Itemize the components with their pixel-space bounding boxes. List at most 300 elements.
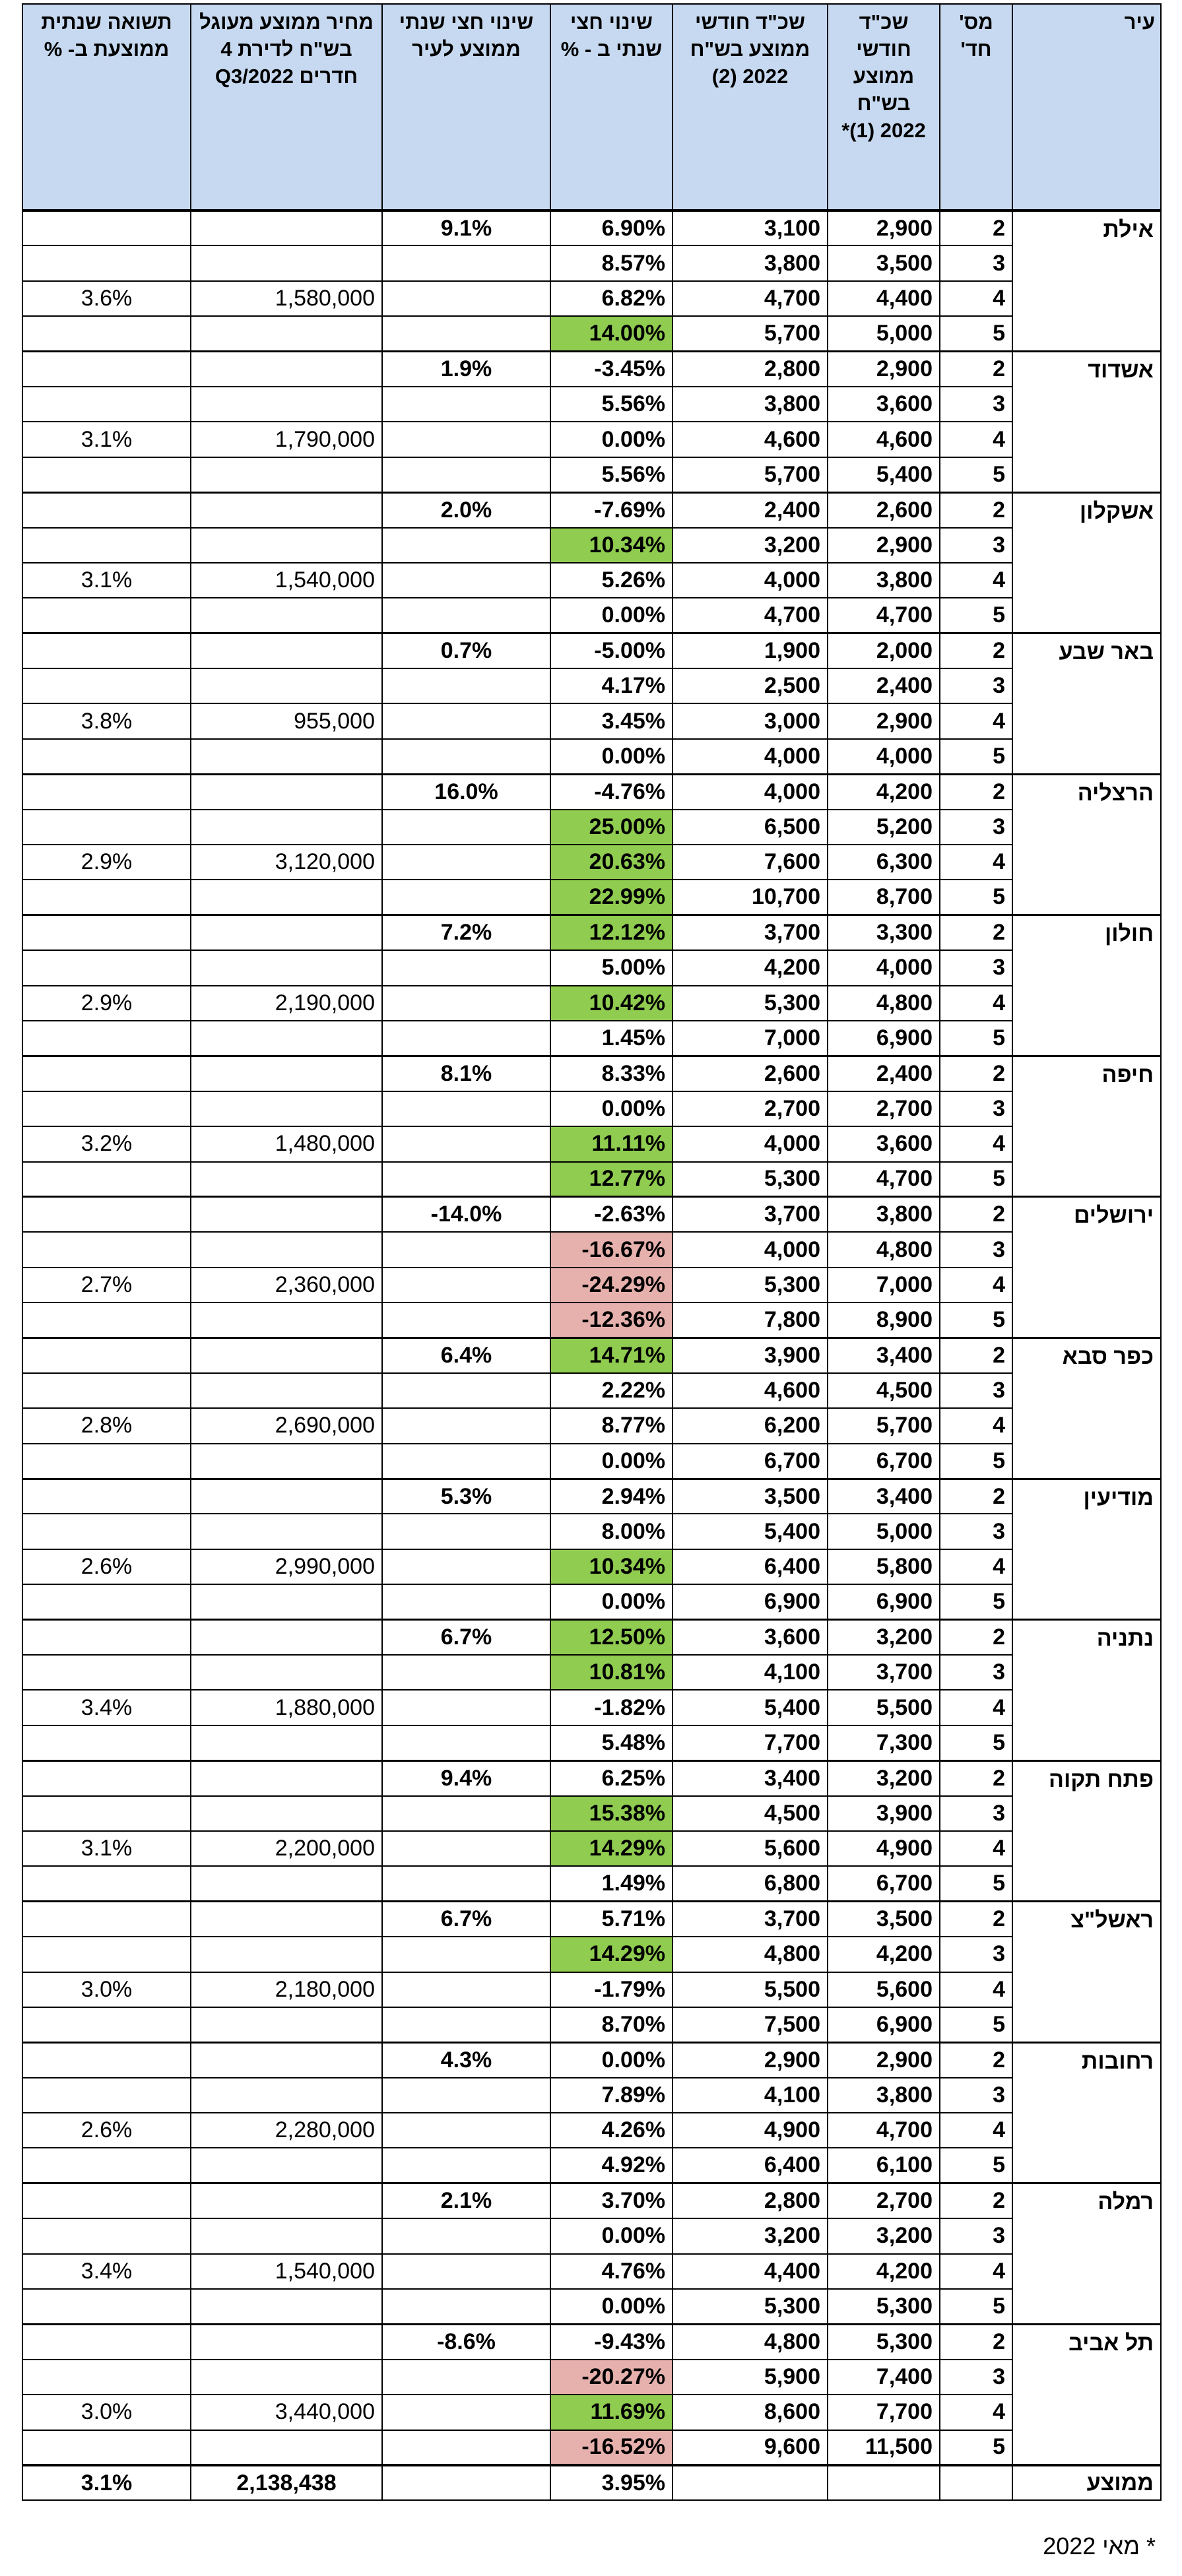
change-cell: 10.34% — [550, 528, 673, 563]
change-cell: -9.43% — [550, 2324, 673, 2359]
avg-price-cell — [191, 2183, 382, 2218]
change-cell: 8.70% — [550, 2007, 673, 2042]
annual-yield-cell: 3.2% — [22, 1126, 191, 1161]
rent-a-cell: 3,200 — [828, 1760, 940, 1795]
rooms-cell: 2 — [940, 774, 1012, 809]
average-label: ממוצע — [1012, 2465, 1161, 2500]
city-change-cell: -14.0% — [382, 1197, 550, 1232]
avg-price-cell: 3,440,000 — [191, 2395, 382, 2430]
rent-b-cell: 6,400 — [673, 1549, 828, 1584]
header-rent-2022: שכ"ד חודשי ממוצע בש"ח 2022 (1)* — [828, 4, 940, 210]
rent-b-cell: 1,900 — [673, 633, 828, 668]
rent-a-cell: 7,000 — [828, 1268, 940, 1303]
rent-a-cell: 4,700 — [828, 1162, 940, 1197]
change-cell: -12.36% — [550, 1303, 673, 1337]
table-row — [22, 703, 1161, 738]
rooms-cell: 5 — [940, 2289, 1012, 2324]
table-row — [22, 950, 1161, 985]
rent-b-cell: 3,400 — [673, 1760, 828, 1795]
annual-yield-cell — [22, 1902, 191, 1937]
rent-a-cell: 3,800 — [828, 563, 940, 598]
avg-price-cell — [191, 1197, 382, 1232]
rooms-cell: 5 — [940, 1444, 1012, 1479]
change-cell: 8.33% — [550, 1056, 673, 1091]
annual-yield-cell: 2.6% — [22, 1549, 191, 1584]
city-change-cell — [382, 1268, 550, 1303]
city-change-cell: 6.7% — [382, 1902, 550, 1937]
rent-a-cell: 4,000 — [828, 739, 940, 774]
annual-yield-cell — [22, 1091, 191, 1126]
annual-yield-cell — [22, 774, 191, 809]
annual-yield-cell — [22, 245, 191, 280]
annual-yield-cell: 3.0% — [22, 2395, 191, 2430]
avg-price-cell — [191, 1232, 382, 1267]
annual-yield-cell — [22, 739, 191, 774]
avg-price-cell — [191, 457, 382, 492]
avg-price-cell — [191, 1303, 382, 1337]
change-cell: 5.56% — [550, 457, 673, 492]
change-cell: -3.45% — [550, 352, 673, 387]
avg-price-cell — [191, 1796, 382, 1831]
rent-b-cell: 4,700 — [673, 598, 828, 633]
avg-price-cell — [191, 1338, 382, 1373]
annual-yield-cell — [22, 1796, 191, 1831]
table-row — [22, 915, 1161, 950]
rent-b-cell: 6,400 — [673, 2148, 828, 2183]
rent-a-cell: 4,700 — [828, 2113, 940, 2148]
rent-b-cell: 3,100 — [673, 210, 828, 245]
annual-yield-cell: 3.0% — [22, 1972, 191, 2007]
city-change-cell — [382, 2113, 550, 2148]
annual-yield-cell — [22, 2360, 191, 2395]
table-row — [22, 281, 1161, 316]
change-cell: 22.99% — [550, 880, 673, 915]
table-row — [22, 1620, 1161, 1655]
city-change-cell — [382, 1584, 550, 1619]
avg-price-cell — [191, 668, 382, 703]
city-change-cell — [382, 1514, 550, 1549]
avg-price-cell — [191, 1620, 382, 1655]
rent-a-cell: 2,600 — [828, 492, 940, 527]
rooms-cell: 3 — [940, 668, 1012, 703]
rooms-cell: 4 — [940, 281, 1012, 316]
annual-yield-cell — [22, 810, 191, 845]
rent-b-cell: 4,100 — [673, 2078, 828, 2113]
rent-b-cell: 4,700 — [673, 281, 828, 316]
rooms-cell: 5 — [940, 316, 1012, 351]
city-change-cell — [382, 810, 550, 845]
change-cell: 0.00% — [550, 2218, 673, 2253]
table-row — [22, 2218, 1161, 2253]
avg-price-cell — [191, 2430, 382, 2465]
change-cell: 3.45% — [550, 703, 673, 738]
rent-a-cell: 4,600 — [828, 422, 940, 457]
average-empty-cell — [673, 2465, 828, 2500]
city-change-cell — [382, 2430, 550, 2465]
city-change-cell — [382, 1021, 550, 1056]
annual-yield-cell — [22, 598, 191, 633]
change-cell: 0.00% — [550, 1091, 673, 1126]
rooms-cell: 2 — [940, 1760, 1012, 1795]
rent-a-cell: 8,900 — [828, 1303, 940, 1337]
rooms-cell: 4 — [940, 1549, 1012, 1584]
table-row — [22, 1408, 1161, 1443]
avg-price-cell — [191, 950, 382, 985]
table-row — [22, 492, 1161, 527]
change-cell: -4.76% — [550, 774, 673, 809]
rooms-cell: 2 — [940, 1902, 1012, 1937]
annual-yield-cell — [22, 1937, 191, 1972]
rent-a-cell: 8,700 — [828, 880, 940, 915]
table-row — [22, 563, 1161, 598]
city-change-cell — [382, 316, 550, 351]
rent-b-cell: 2,400 — [673, 492, 828, 527]
rooms-cell: 2 — [940, 1197, 1012, 1232]
avg-price-cell — [191, 739, 382, 774]
city-change-cell: 16.0% — [382, 774, 550, 809]
table-row — [22, 1549, 1161, 1584]
rent-b-cell: 4,600 — [673, 1373, 828, 1408]
city-name-cell: מודיעין — [1012, 1479, 1161, 1620]
rent-b-cell: 2,800 — [673, 352, 828, 387]
table-row — [22, 1091, 1161, 1126]
change-cell: 4.17% — [550, 668, 673, 703]
rent-a-cell: 2,000 — [828, 633, 940, 668]
rent-b-cell: 3,800 — [673, 245, 828, 280]
rent-a-cell: 2,900 — [828, 210, 940, 245]
avg-price-cell — [191, 2007, 382, 2042]
rent-a-cell: 6,900 — [828, 2007, 940, 2042]
annual-yield-cell — [22, 633, 191, 668]
annual-yield-cell — [22, 2078, 191, 2113]
rent-b-cell: 4,000 — [673, 774, 828, 809]
city-name-cell: חולון — [1012, 915, 1161, 1056]
city-change-cell — [382, 387, 550, 422]
change-cell: 8.77% — [550, 1408, 673, 1443]
rent-b-cell: 3,200 — [673, 528, 828, 563]
change-cell: -5.00% — [550, 633, 673, 668]
table-row — [22, 633, 1161, 668]
rooms-cell: 5 — [940, 1162, 1012, 1197]
rent-a-cell: 2,900 — [828, 528, 940, 563]
rent-a-cell: 5,200 — [828, 810, 940, 845]
avg-price-cell: 2,190,000 — [191, 986, 382, 1021]
table-row — [22, 1021, 1161, 1056]
annual-yield-cell — [22, 2430, 191, 2465]
city-change-cell — [382, 2007, 550, 2042]
rooms-cell: 4 — [940, 1831, 1012, 1866]
avg-price-cell: 3,120,000 — [191, 845, 382, 880]
annual-yield-cell: 3.6% — [22, 281, 191, 316]
avg-price-cell — [191, 2324, 382, 2359]
city-change-cell: 2.1% — [382, 2183, 550, 2218]
table-row — [22, 1444, 1161, 1479]
change-cell: 8.57% — [550, 245, 673, 280]
change-cell: 10.42% — [550, 986, 673, 1021]
city-change-cell: -8.6% — [382, 2324, 550, 2359]
rooms-cell: 4 — [940, 1408, 1012, 1443]
change-cell: 14.71% — [550, 1338, 673, 1373]
avg-price-cell — [191, 210, 382, 245]
header-row — [22, 4, 1161, 210]
change-cell: 4.92% — [550, 2148, 673, 2183]
rent-b-cell: 5,700 — [673, 457, 828, 492]
table-row — [22, 1232, 1161, 1267]
rent-a-cell: 4,000 — [828, 950, 940, 985]
rent-b-cell: 3,900 — [673, 1338, 828, 1373]
table-row — [22, 1056, 1161, 1091]
city-change-cell — [382, 950, 550, 985]
table-row — [22, 1584, 1161, 1619]
annual-yield-cell: 3.1% — [22, 422, 191, 457]
rooms-cell: 3 — [940, 2078, 1012, 2113]
change-cell: 2.94% — [550, 1479, 673, 1514]
rent-b-cell: 5,700 — [673, 316, 828, 351]
rent-a-cell: 6,900 — [828, 1584, 940, 1619]
city-name-cell: הרצליה — [1012, 774, 1161, 915]
rent-b-cell: 5,500 — [673, 1972, 828, 2007]
change-cell: 2.22% — [550, 1373, 673, 1408]
rooms-cell: 4 — [940, 2113, 1012, 2148]
avg-price-cell — [191, 774, 382, 809]
change-cell: 4.76% — [550, 2254, 673, 2289]
table-row — [22, 2078, 1161, 2113]
city-name-cell: באר שבע — [1012, 633, 1161, 775]
city-name-cell: אשקלון — [1012, 492, 1161, 633]
rent-a-cell: 5,700 — [828, 1408, 940, 1443]
city-change-cell — [382, 2218, 550, 2253]
change-cell: -20.27% — [550, 2360, 673, 2395]
footnote: * מאי 2022 — [1043, 2532, 1156, 2560]
rooms-cell: 3 — [940, 528, 1012, 563]
table-row — [22, 2148, 1161, 2183]
annual-yield-cell — [22, 1303, 191, 1337]
annual-yield-cell — [22, 387, 191, 422]
city-name-cell: ראשל"צ — [1012, 1902, 1161, 2043]
rent-b-cell: 4,000 — [673, 1232, 828, 1267]
rooms-cell: 4 — [940, 1268, 1012, 1303]
rooms-cell: 2 — [940, 492, 1012, 527]
avg-price-cell — [191, 316, 382, 351]
table-row — [22, 2324, 1161, 2359]
rooms-cell: 2 — [940, 2324, 1012, 2359]
table-row — [22, 422, 1161, 457]
average-empty-cell — [940, 2465, 1012, 2500]
rent-b-cell: 4,900 — [673, 2113, 828, 2148]
rent-a-cell: 7,300 — [828, 1725, 940, 1760]
city-change-cell — [382, 739, 550, 774]
city-change-cell: 4.3% — [382, 2042, 550, 2077]
city-change-cell: 9.1% — [382, 210, 550, 245]
city-change-cell — [382, 703, 550, 738]
table-row — [22, 2113, 1161, 2148]
rent-a-cell: 6,900 — [828, 1021, 940, 1056]
change-cell: 0.00% — [550, 1444, 673, 1479]
annual-yield-cell — [22, 1725, 191, 1760]
change-cell: 12.50% — [550, 1620, 673, 1655]
rent-a-cell: 2,900 — [828, 352, 940, 387]
city-name-cell: רמלה — [1012, 2183, 1161, 2325]
annual-yield-cell — [22, 352, 191, 387]
table-row — [22, 739, 1161, 774]
change-cell: 5.71% — [550, 1902, 673, 1937]
change-cell: 3.70% — [550, 2183, 673, 2218]
rent-a-cell: 6,700 — [828, 1444, 940, 1479]
change-cell: -16.67% — [550, 1232, 673, 1267]
city-change-cell — [382, 1373, 550, 1408]
annual-yield-cell: 2.7% — [22, 1268, 191, 1303]
table-row — [22, 457, 1161, 492]
table-row — [22, 528, 1161, 563]
rent-b-cell: 6,800 — [673, 1866, 828, 1901]
rent-a-cell: 3,600 — [828, 1126, 940, 1161]
avg-price-cell: 1,540,000 — [191, 2254, 382, 2289]
rooms-cell: 5 — [940, 598, 1012, 633]
annual-yield-cell — [22, 1197, 191, 1232]
rooms-cell: 2 — [940, 1620, 1012, 1655]
avg-price-cell — [191, 245, 382, 280]
avg-price-cell — [191, 1021, 382, 1056]
avg-price-cell — [191, 1655, 382, 1690]
table-row — [22, 1937, 1161, 1972]
average-empty-cell — [828, 2465, 940, 2500]
rooms-cell: 4 — [940, 422, 1012, 457]
rooms-cell: 3 — [940, 245, 1012, 280]
table-row — [22, 880, 1161, 915]
city-change-cell: 8.1% — [382, 1056, 550, 1091]
city-name-cell: נתניה — [1012, 1620, 1161, 1761]
change-cell: 11.11% — [550, 1126, 673, 1161]
rent-a-cell: 2,900 — [828, 2042, 940, 2077]
rooms-cell: 4 — [940, 845, 1012, 880]
header-annual-yield: תשואה שנתית ממוצעת ב- % — [22, 4, 191, 210]
rooms-cell: 5 — [940, 2007, 1012, 2042]
table-row — [22, 1126, 1161, 1161]
change-cell: 6.25% — [550, 1760, 673, 1795]
average-change: 3.95% — [550, 2465, 673, 2500]
rooms-cell: 4 — [940, 1126, 1012, 1161]
rooms-cell: 3 — [940, 810, 1012, 845]
table-row — [22, 598, 1161, 633]
city-change-cell — [382, 2148, 550, 2183]
rent-b-cell: 5,400 — [673, 1514, 828, 1549]
table-row — [22, 1197, 1161, 1232]
avg-price-cell: 2,360,000 — [191, 1268, 382, 1303]
avg-price-cell: 1,580,000 — [191, 281, 382, 316]
avg-price-cell: 955,000 — [191, 703, 382, 738]
rent-b-cell: 7,500 — [673, 2007, 828, 2042]
city-change-cell — [382, 668, 550, 703]
rent-a-cell: 2,400 — [828, 1056, 940, 1091]
city-change-cell — [382, 2360, 550, 2395]
table-row — [22, 845, 1161, 880]
city-change-cell — [382, 1937, 550, 1972]
annual-yield-cell — [22, 2007, 191, 2042]
rooms-cell: 2 — [940, 2042, 1012, 2077]
rooms-cell: 3 — [940, 1937, 1012, 1972]
annual-yield-cell — [22, 1162, 191, 1197]
change-cell: -7.69% — [550, 492, 673, 527]
rent-a-cell: 3,400 — [828, 1479, 940, 1514]
rent-b-cell: 2,800 — [673, 2183, 828, 2218]
city-name-cell: אשדוד — [1012, 352, 1161, 493]
table-row — [22, 1514, 1161, 1549]
city-change-cell — [382, 1303, 550, 1337]
change-cell: -1.82% — [550, 1690, 673, 1725]
city-change-cell — [382, 1796, 550, 1831]
avg-price-cell — [191, 1902, 382, 1937]
city-change-cell — [382, 2078, 550, 2113]
rent-b-cell: 5,600 — [673, 1831, 828, 1866]
annual-yield-cell — [22, 950, 191, 985]
annual-yield-cell: 3.4% — [22, 1690, 191, 1725]
table-row — [22, 668, 1161, 703]
city-change-cell — [382, 1162, 550, 1197]
annual-yield-cell — [22, 880, 191, 915]
header-rent-2022-b: שכ"ד חודשי ממוצע בש"ח 2022 (2) — [673, 4, 828, 210]
rent-b-cell: 7,800 — [673, 1303, 828, 1337]
rent-b-cell: 4,400 — [673, 2254, 828, 2289]
rooms-cell: 4 — [940, 2254, 1012, 2289]
rent-a-cell: 3,500 — [828, 1902, 940, 1937]
rooms-cell: 2 — [940, 915, 1012, 950]
rent-b-cell: 4,000 — [673, 1126, 828, 1161]
rent-a-cell: 3,800 — [828, 2078, 940, 2113]
table-row — [22, 1725, 1161, 1760]
rooms-cell: 3 — [940, 1796, 1012, 1831]
avg-price-cell — [191, 598, 382, 633]
rent-a-cell: 5,000 — [828, 1514, 940, 1549]
rent-b-cell: 3,500 — [673, 1479, 828, 1514]
city-change-cell — [382, 422, 550, 457]
city-name-cell: פתח תקוה — [1012, 1760, 1161, 1902]
rent-b-cell: 4,500 — [673, 1796, 828, 1831]
table-row — [22, 210, 1161, 245]
city-change-cell — [382, 1866, 550, 1901]
avg-price-cell: 2,200,000 — [191, 1831, 382, 1866]
change-cell: 1.49% — [550, 1866, 673, 1901]
rent-b-cell: 6,500 — [673, 810, 828, 845]
annual-yield-cell — [22, 1514, 191, 1549]
rooms-cell: 2 — [940, 1056, 1012, 1091]
rent-b-cell: 3,700 — [673, 1197, 828, 1232]
table-row — [22, 2430, 1161, 2465]
rent-b-cell: 6,900 — [673, 1584, 828, 1619]
avg-price-cell — [191, 1584, 382, 1619]
annual-yield-cell — [22, 492, 191, 527]
city-change-cell — [382, 1444, 550, 1479]
city-change-cell — [382, 880, 550, 915]
annual-yield-cell — [22, 1056, 191, 1091]
rooms-cell: 2 — [940, 210, 1012, 245]
table-row — [22, 245, 1161, 280]
rent-b-cell: 2,600 — [673, 1056, 828, 1091]
city-change-cell — [382, 1972, 550, 2007]
table-row — [22, 1866, 1161, 1901]
avg-price-cell: 1,880,000 — [191, 1690, 382, 1725]
city-change-cell — [382, 2254, 550, 2289]
rent-a-cell: 3,900 — [828, 1796, 940, 1831]
change-cell: 5.56% — [550, 387, 673, 422]
rent-b-cell: 4,000 — [673, 563, 828, 598]
rent-table — [22, 3, 1162, 2501]
annual-yield-cell — [22, 1373, 191, 1408]
change-cell: 5.26% — [550, 563, 673, 598]
rent-b-cell: 3,700 — [673, 1902, 828, 1937]
table-row — [22, 2360, 1161, 2395]
change-cell: 15.38% — [550, 1796, 673, 1831]
city-change-cell — [382, 1831, 550, 1866]
